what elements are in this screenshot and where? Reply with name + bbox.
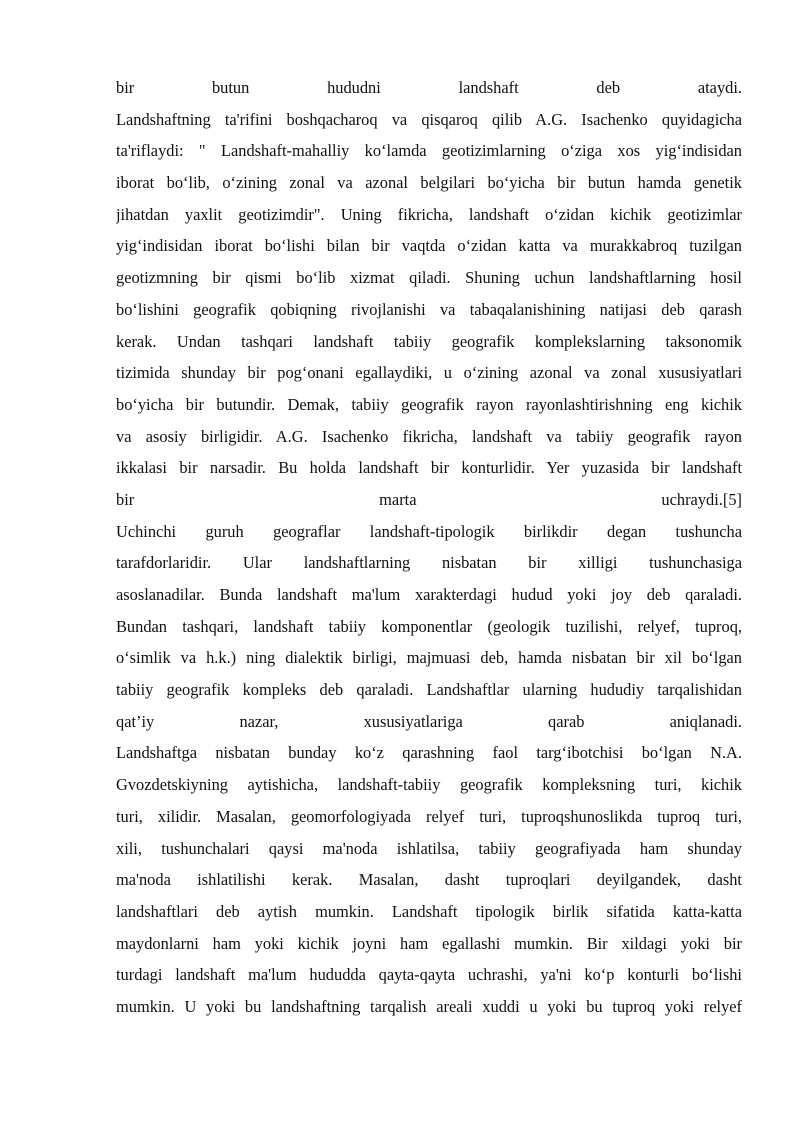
text-line: maydonlarni ham yoki kichik joyni ham egallashi mumkin. Bir xildagi yoki bir (116, 933, 742, 953)
text-line: ma'noda ishlatilishi kerak. Masalan, dasht tuproqlari deyilgandek, dasht (116, 870, 742, 890)
text-line: qat’iy nazar, xususiyatlariga qarab aniqlanadi. (116, 711, 742, 731)
text-line: Gvozdetskiyning aytishicha, landshaft-tabiiy geografik kompleksning turi, kichik (116, 775, 742, 795)
text-line: bir marta uchraydi.[5] (116, 489, 742, 509)
text-line: va asosiy birligidir. A.G. Isachenko fikricha, landshaft va tabiiy geografik rayon (116, 426, 742, 446)
text-line: landshaftlari deb aytish mumkin. Landshaft tipologik birlik sifatida katta-katta (116, 901, 742, 921)
text-line: yig‘indisidan iborat bo‘lishi bilan bir vaqtda o‘zidan katta va murakkabroq tuzilgan (116, 236, 742, 256)
text-line: o‘simlik va h.k.) ning dialektik birligi, majmuasi deb, hamda nisbatan bir xil bo‘lgan (116, 648, 742, 668)
document-page (116, 72, 742, 1023)
text-line: Bundan tashqari, landshaft tabiiy komponentlar (geologik tuzilishi, relyef, tuproq, (116, 616, 742, 636)
text-line: Landshaftga nisbatan bunday ko‘z qarashning faol targ‘ibotchisi bo‘lgan N.A. (116, 743, 742, 763)
text-line: ikkalasi bir narsadir. Bu holda landshaft bir konturlidir. Yer yuzasida bir landshaft (116, 458, 742, 478)
text-line: jihatdan yaxlit geotizimdir". Uning fikricha, landshaft o‘zidan kichik geotizimlar (116, 204, 742, 224)
text-line: xili, tushunchalari qaysi ma'noda ishlatilsa, tabiiy geografiyada ham shunday (116, 838, 742, 858)
text-line: turdagi landshaft ma'lum hududda qayta-qayta uchrashi, ya'ni ko‘p konturli bo‘lishi (116, 965, 742, 985)
text-line: kerak. Undan tashqari landshaft tabiiy geografik komplekslarning taksonomik (116, 331, 742, 351)
text-line: mumkin. U yoki bu landshaftning tarqalish areali xuddi u yoki bu tuproq yoki relyef (116, 996, 742, 1016)
text-line: asoslanadilar. Bunda landshaft ma'lum xarakterdagi hudud yoki joy deb qaraladi. (116, 585, 742, 604)
text-line: tarafdorlaridir. Ular landshaftlarning nisbatan bir xilligi tushunchasiga (116, 553, 742, 573)
text-line: ta'riflaydi: " Landshaft-mahalliy ko‘lamda geotizimlarning o‘ziga xos yig‘indisidan (116, 141, 742, 161)
text-line: tabiiy geografik kompleks deb qaraladi. Landshaftlar ularning hududiy tarqalishidan (116, 680, 742, 700)
text-line: turi, xilidir. Masalan, geomorfologiyada relyef turi, tuproqshunoslikda tuproq turi, (116, 806, 742, 826)
text-line: bo‘lishini geografik qobiqning rivojlanishi va tabaqalanishining natijasi deb qarash (116, 299, 742, 319)
text-line: Landshaftning ta'rifini boshqacharoq va qisqaroq qilib A.G. Isachenko quyidagicha (116, 109, 742, 129)
text-line: tizimida shunday bir pog‘onani egallaydiki, u o‘zining azonal va zonal xususiyatlari (116, 363, 742, 383)
text-line: bo‘yicha bir butundir. Demak, tabiiy geografik rayon rayonlashtirishning eng kichik (116, 394, 742, 414)
text-line: iborat bo‘lib, o‘zining zonal va azonal belgilari bo‘yicha bir butun hamda genetik (116, 173, 742, 193)
text-line: bir butun hududni landshaft deb ataydi. (116, 78, 742, 97)
text-line: Uchinchi guruh geograflar landshaft-tipologik birlikdir degan tushuncha (116, 521, 742, 541)
text-line: geotizmning bir qismi bo‘lib xizmat qiladi. Shuning uchun landshaftlarning hosil (116, 268, 742, 288)
